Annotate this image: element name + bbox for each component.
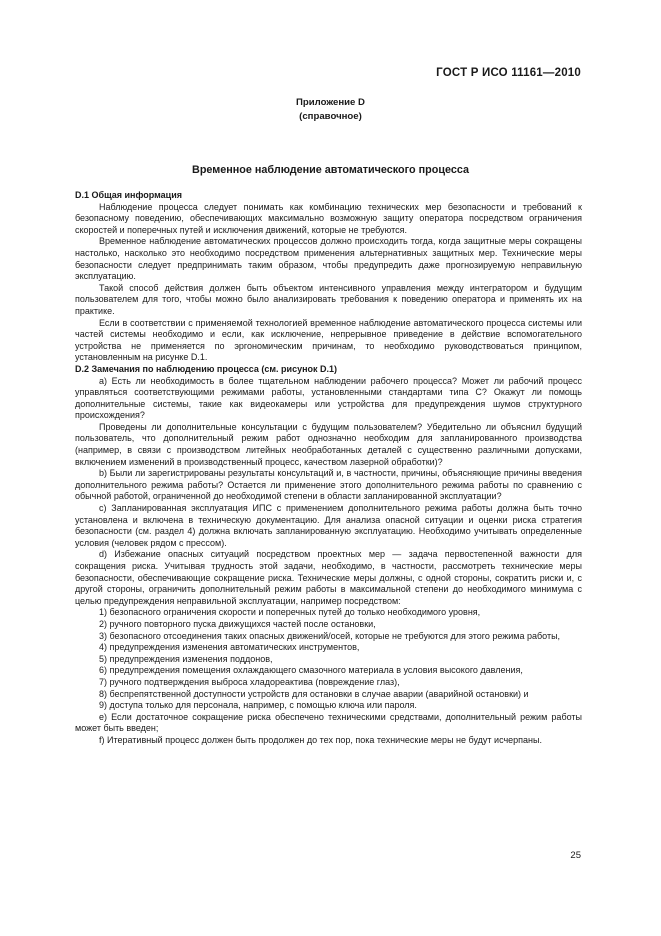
- appendix-name: Приложение D: [296, 97, 365, 108]
- paragraph: d) Избежание опасных ситуаций посредством проектных мер — задача первостепенной важности для сокращения риска. Учитывая трудность этой задачи, необходимо, в частности, рассмотреть технические меры безопасности, обеспечивающие сокращение риска. Технические меры должны, с одной стороны, сократить риски и, с другой стороны, ограничить дополнительный режим работы в максимальной степени до необходимого минимума с целью предупреждения неправильной эксплуатации, например посредством:: [75, 549, 582, 606]
- paragraph: f) Итеративный процесс должен быть продолжен до тех пор, пока технические меры не будут исчерпаны.: [99, 734, 542, 745]
- paragraph: a) Есть ли необходимость в более тщательном наблюдении рабочего процесса? Может ли рабочий процесс управляться соответствующими режимами работы, установленными стандартами типа С? Окажут ли помощь дополнительные системы, такие как видеокамеры или устройства для предупреждения шумов структурного происхождения?: [75, 375, 582, 421]
- paragraph: Временное наблюдение автоматических процессов должно происходить тогда, когда защитные меры сокращены настолько, насколько это необходимо посредством применения альтернативных защитных мер. Технические меры безопасности следует предпринимать таким образом, чтобы предупредить даже прогнозируемую неправильную эксплуатацию.: [75, 236, 582, 282]
- document-body: [75, 190, 582, 747]
- paragraph: Проведены ли дополнительные консультации с будущим пользователем? Убедительно ли объяснил будущий пользователь, что дополнительный режим работ однозначно необходим для запланированного производства (например, в связи с производством литейных необработанных деталей с существенно различными допусками, включением изменений в производственный процесс, качеством лазерной обработки)?: [75, 421, 582, 467]
- list-item: 5) предупреждения изменения поддонов,: [99, 653, 273, 664]
- paragraph: Если в соответствии с применяемой технологией временное наблюдение автоматического процесса системы или частей системы необходимо и если, как исключение, непрерывное приведение в действие вспомогательного устройства не применяется по эргономическим причинам, то необходимо руководствоваться принципом, установленным на рисунке D.1.: [75, 317, 582, 363]
- paragraph: Наблюдение процесса следует понимать как комбинацию технических мер безопасности и требований к безопасному поведению, обеспечивающих максимально возможную защиту оператора посредством ограничения скоростей и поперечных путей и исключения движений, которые не требуются.: [75, 201, 582, 235]
- paragraph: Такой способ действия должен быть объектом интенсивного управления между интегратором и будущим пользователем для того, чтобы можно было анализировать требования к поведению оператора и применять их на практике.: [75, 282, 582, 316]
- paragraph: e) Если достаточное сокращение риска обеспечено техническими средствами, дополнительный режим работы может быть введен;: [75, 711, 582, 734]
- page-title: Временное наблюдение автоматического процесса: [192, 164, 469, 176]
- list-item: 6) предупреждения помещения охлаждающего смазочного материала в условия высокого давления,: [99, 665, 523, 676]
- section-heading-d1: D.1 Общая информация: [75, 190, 182, 200]
- list-item: 4) предупреждения изменения автоматических инструментов,: [99, 642, 360, 653]
- list-item: 9) доступа только для персонала, например, с помощью ключа или пароля.: [99, 700, 417, 711]
- list-item: 2) ручного повторного пуска движущихся частей после остановки,: [99, 618, 376, 629]
- appendix-note: (справочное): [299, 111, 362, 122]
- list-item: 1) безопасного ограничения скорости и поперечных путей до только необходимого уровня,: [99, 607, 481, 618]
- page-number: 25: [570, 850, 581, 861]
- appendix-heading: [0, 96, 661, 124]
- paragraph: c) Запланированная эксплуатация ИПС с применением дополнительного режима работы должна быть точно установлена и включена в техническую документацию. Для анализа опасной ситуации и оценки риска стратегия безопасности (см. раздел 4) должна включать запланированную эксплуатацию. Необходимо учитывать определенные условия (человек рядом с прессом).: [75, 503, 582, 548]
- paragraph: b) Были ли зарегистрированы результаты консультаций и, в частности, причины, объясняющие причины введения дополнительного режима работы? Остается ли применение этого дополнительного режима работы по сравнению с обычной работой, ограниченной до необходимой степени в области запланированной эксплуатации?: [75, 468, 582, 502]
- list-item: 7) ручного подтверждения выброса хладореактива (повреждение глаз),: [99, 676, 400, 687]
- list-item: 8) беспрепятственной доступности устройств для остановки в случае аварии (аварийной остановки) и: [99, 688, 529, 699]
- document-standard-number: ГОСТ Р ИСО 11161—2010: [436, 67, 581, 79]
- list-item: 3) безопасного отсоединения таких опасных движений/осей, которые не требуются для этого режима работы,: [99, 630, 561, 641]
- section-heading-d2: D.2 Замечания по наблюдению процесса (см. рисунок D.1): [75, 363, 338, 374]
